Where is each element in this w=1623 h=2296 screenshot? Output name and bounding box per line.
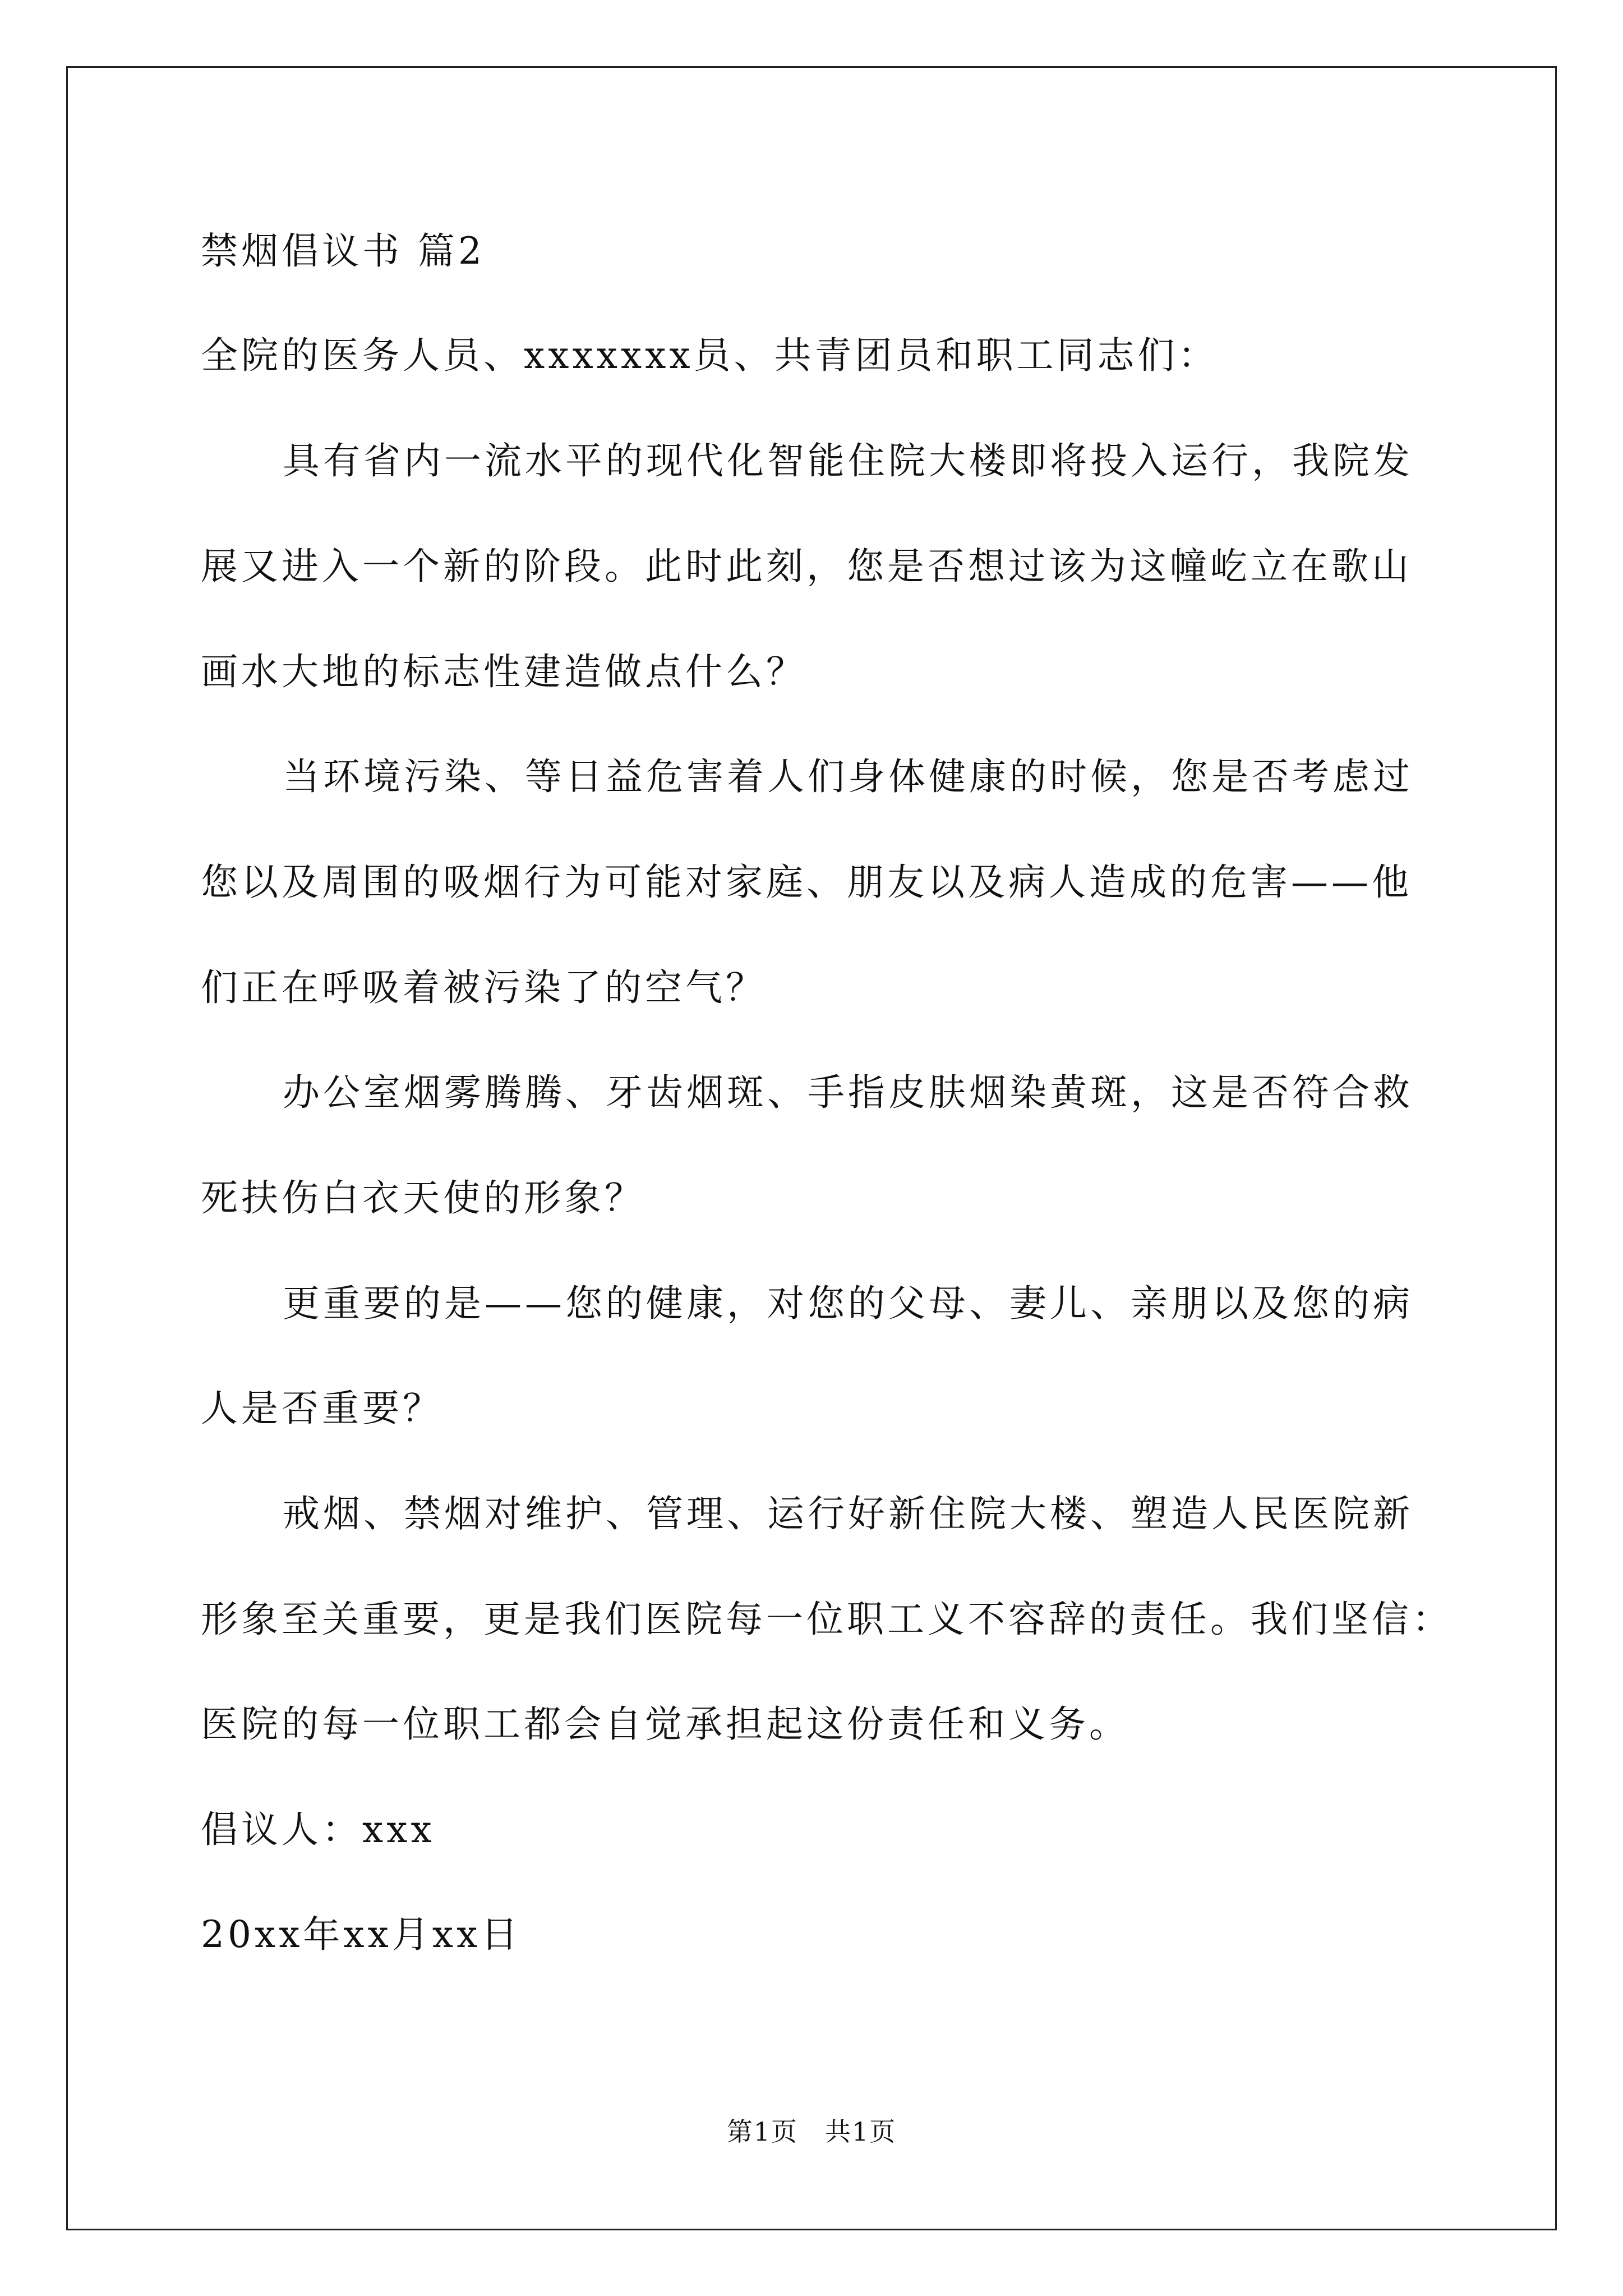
page-number-current: 第1页 [726, 2116, 798, 2147]
page-border [66, 66, 1557, 2230]
paragraph-5-line-2: 形象至关重要，更是我们医院每一位职工义不容辞的责任。我们坚信： [201, 1598, 1453, 1641]
paragraph-5-line-3: 医院的每一位职工都会自觉承担起这份责任和义务。 [201, 1703, 1129, 1746]
salutation: 全院的医务人员、xxxxxxx员、共青团员和职工同志们： [201, 334, 1219, 377]
paragraph-2-line-3: 们正在呼吸着被污染了的空气？ [201, 966, 766, 1009]
paragraph-1-line-2: 展又进入一个新的阶段。此时此刻，您是否想过该为这幢屹立在歌山 [201, 545, 1412, 588]
signature: 倡议人：xxx [201, 1808, 435, 1851]
paragraph-5-line-1: 戒烟、禁烟对维护、管理、运行好新住院大楼、塑造人民医院新 [283, 1492, 1413, 1535]
paragraph-3-line-2: 死扶伤白衣天使的形象？ [201, 1176, 645, 1220]
paragraph-2-line-2: 您以及周围的吸烟行为可能对家庭、朋友以及病人造成的危害——他 [201, 861, 1412, 904]
paragraph-1-line-1: 具有省内一流水平的现代化智能住院大楼即将投入运行，我院发 [283, 439, 1413, 482]
page-footer [0, 2115, 1623, 2148]
paragraph-1-line-3: 画水大地的标志性建造做点什么？ [201, 650, 806, 693]
date: 20xx年xx月xx日 [201, 1913, 522, 1956]
paragraph-4-line-2: 人是否重要？ [201, 1387, 443, 1430]
document-heading: 禁烟倡议书 篇2 [201, 229, 485, 273]
paragraph-4-line-1: 更重要的是——您的健康，对您的父母、妻儿、亲朋以及您的病 [283, 1282, 1413, 1325]
paragraph-2-line-1: 当环境污染、等日益危害着人们身体健康的时候，您是否考虑过 [283, 755, 1413, 798]
page-number-total: 共1页 [825, 2116, 897, 2147]
paragraph-3-line-1: 办公室烟雾腾腾、牙齿烟斑、手指皮肤烟染黄斑，这是否符合救 [283, 1071, 1413, 1114]
